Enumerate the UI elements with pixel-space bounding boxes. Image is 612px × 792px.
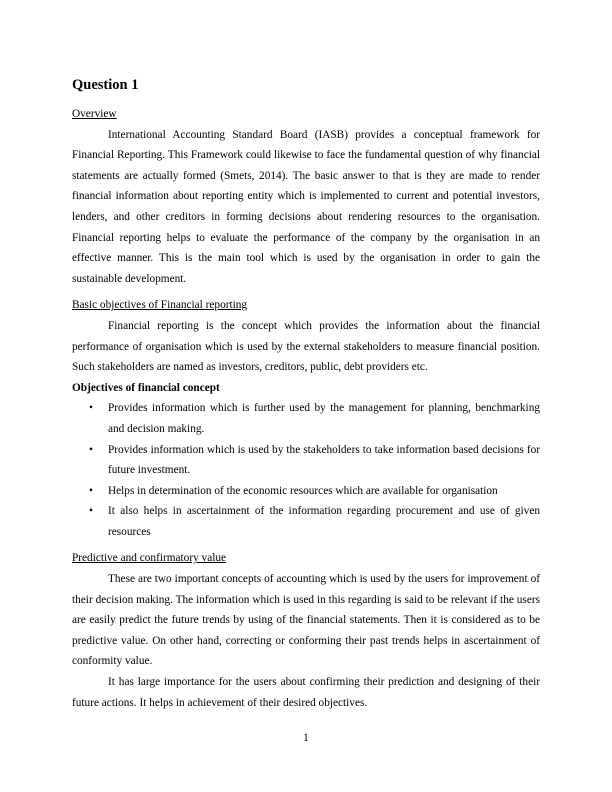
bullet-icon: • [89, 484, 93, 497]
list-item-text: Provides information which is further used by the management for planning, benchmarking and decision making. [108, 402, 540, 435]
list-item [72, 398, 540, 439]
predictive-paragraph-2: It has large importance for the users about confirming their prediction and designing of their future actions. It helps in achievement of their desired objectives. [72, 676, 540, 709]
basic-objectives-heading: Basic objectives of Financial reporting [72, 299, 248, 312]
bullet-icon: • [89, 443, 93, 456]
objectives-concept-heading: Objectives of financial concept [72, 381, 220, 394]
list-item [72, 481, 540, 502]
overview-heading: Overview [72, 108, 117, 120]
page-title: Question 1 [72, 77, 139, 93]
basic-objectives-paragraph: Financial reporting is the concept which provides the information about the financial performance of organisation which is used by the external stakeholders to measure financial position. Such stakeholders are named as investors, creditors, public, debt providers etc. [72, 319, 540, 374]
list-item-text: It also helps in ascertainment of the information regarding procurement and use of given resources [108, 505, 540, 538]
predictive-paragraph-1: These are two important concepts of accounting which is used by the users for improvement of their decision making. The information which is used in this regarding is said to be relevant if the users are easily predict the future trends by using of the financial statements. Then it is considered as to be predictive value. On other hand, correcting or conforming their past trends helps in ascertainment of conformity value. [72, 573, 540, 668]
list-item-text: Helps in determination of the economic resources which are available for organisation [108, 484, 498, 497]
page-number: 1 [303, 732, 309, 744]
bullet-icon: • [89, 505, 93, 518]
document-body [72, 104, 540, 713]
list-item [72, 440, 540, 481]
list-item [72, 501, 540, 542]
list-item-text: Provides information which is used by the stakeholders to take information based decisions for future investment. [108, 443, 540, 477]
objectives-list [72, 398, 540, 542]
bullet-icon: • [89, 402, 93, 415]
overview-paragraph: International Accounting Standard Board (IASB) provides a conceptual framework for Financial Reporting. This Framework could likewise to face the fundamental question of why financial statements are actually formed (Smets, 2014). The basic answer to that is they are made to render financial information about reporting entity which is implemented to current and potential investors, lenders, and other creditors in forming decisions about rendering resources to the organisation. Financial reporting helps to evaluate the performance of the company by the organisation in an effective manner. This is the main tool which is used by the organisation in order to gain the sustainable development. [72, 128, 540, 285]
predictive-heading: Predictive and confirmatory value [72, 552, 227, 565]
